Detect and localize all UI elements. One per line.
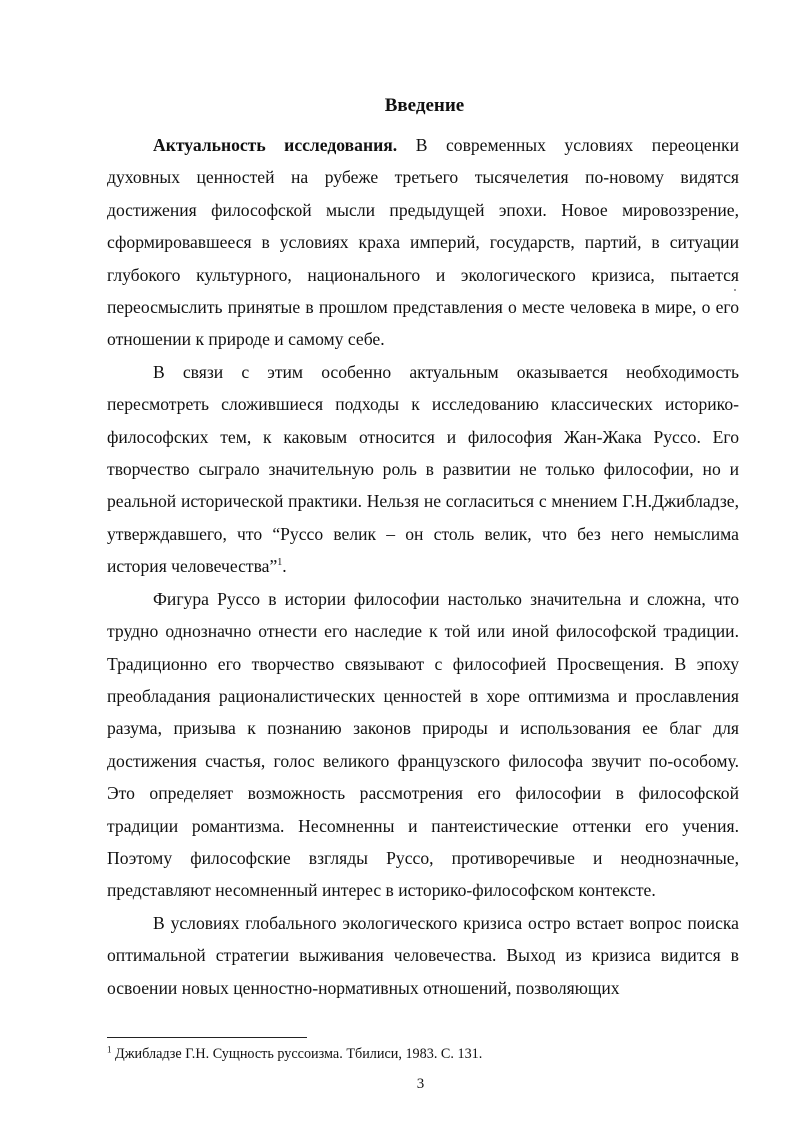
page-title: Введение — [384, 95, 465, 116]
footnote-text: Джибладзе Г.Н. Сущность руссоизма. Тбилиси, 1983. С. 131. — [111, 1046, 483, 1062]
paragraph-rousseau-significance — [107, 356, 739, 583]
page-number: 3 — [416, 1076, 425, 1092]
body-text — [107, 129, 739, 1004]
paragraph-ecological-crisis — [107, 907, 739, 1004]
paragraph-text: Фигура Руссо в истории философии настолько значительна и сложна, что трудно однозначно отнести его наследие к той или иной философской традиции. Традиционно его творчество связывают с философией Просвещения. В эпоху преобладания рационалистических ценностей в хоре оптимизма и прославления разума, призыва к познанию законов природы и использования ее благ для достижения счастья, голос великого французского философа звучит по-особому. Это определяет возможность рассмотрения его философии в философской традиции романтизма. Несомненны и пантеистические оттенки его учения. Поэтому философские взгляды Руссо, противоречивые и неоднозначные, представляют несомненный интерес в историко-философском контексте. — [107, 588, 739, 901]
paragraph-relevance — [107, 129, 739, 356]
scan-speck — [734, 289, 736, 291]
paragraph-rousseau-figure — [107, 583, 739, 907]
paragraph-text: В современных условиях переоценки духовных ценностей на рубеже третьего тысячелетия по-новому видятся достижения философской мысли предыдущей эпохи. Новое мировоззрение, сформировавшееся в условиях краха империй, государств, партий, в ситуации глубокого культурного, национального и экологического кризиса, пытается переосмыслить принятые в прошлом представления о месте человека в мире, о его отношении к природе и самому себе. — [107, 135, 740, 350]
footnote-marker: 1 — [107, 1044, 112, 1055]
paragraph-text: В условиях глобального экологического кризиса остро встает вопрос поиска оптимальной стратегии выживания человечества. Выход из кризиса видится в освоении новых ценностно-нормативных отношений, позволяющих — [107, 912, 739, 998]
footnote — [107, 1045, 739, 1063]
paragraph-text: В связи с этим особенно актуальным оказывается необходимость пересмотреть сложившиеся подходы к исследованию классических историко-философских тем, к каковым относится и философия Жан-Жака Руссо. Его творчество сыграло значительную роль в развитии не только философии, но и реальной исторической практики. Нельзя не согласиться с мнением Г.Н.Джибладзе, утверждавшего, что “Руссо велик – он столь велик, что без него немыслима история человечества” — [107, 361, 739, 577]
paragraph-lead: Актуальность исследования. — [153, 135, 398, 155]
footnote-separator — [107, 1037, 307, 1038]
footnote-reference[interactable]: 1 — [277, 557, 283, 569]
paragraph-text-tail: . — [282, 556, 287, 577]
